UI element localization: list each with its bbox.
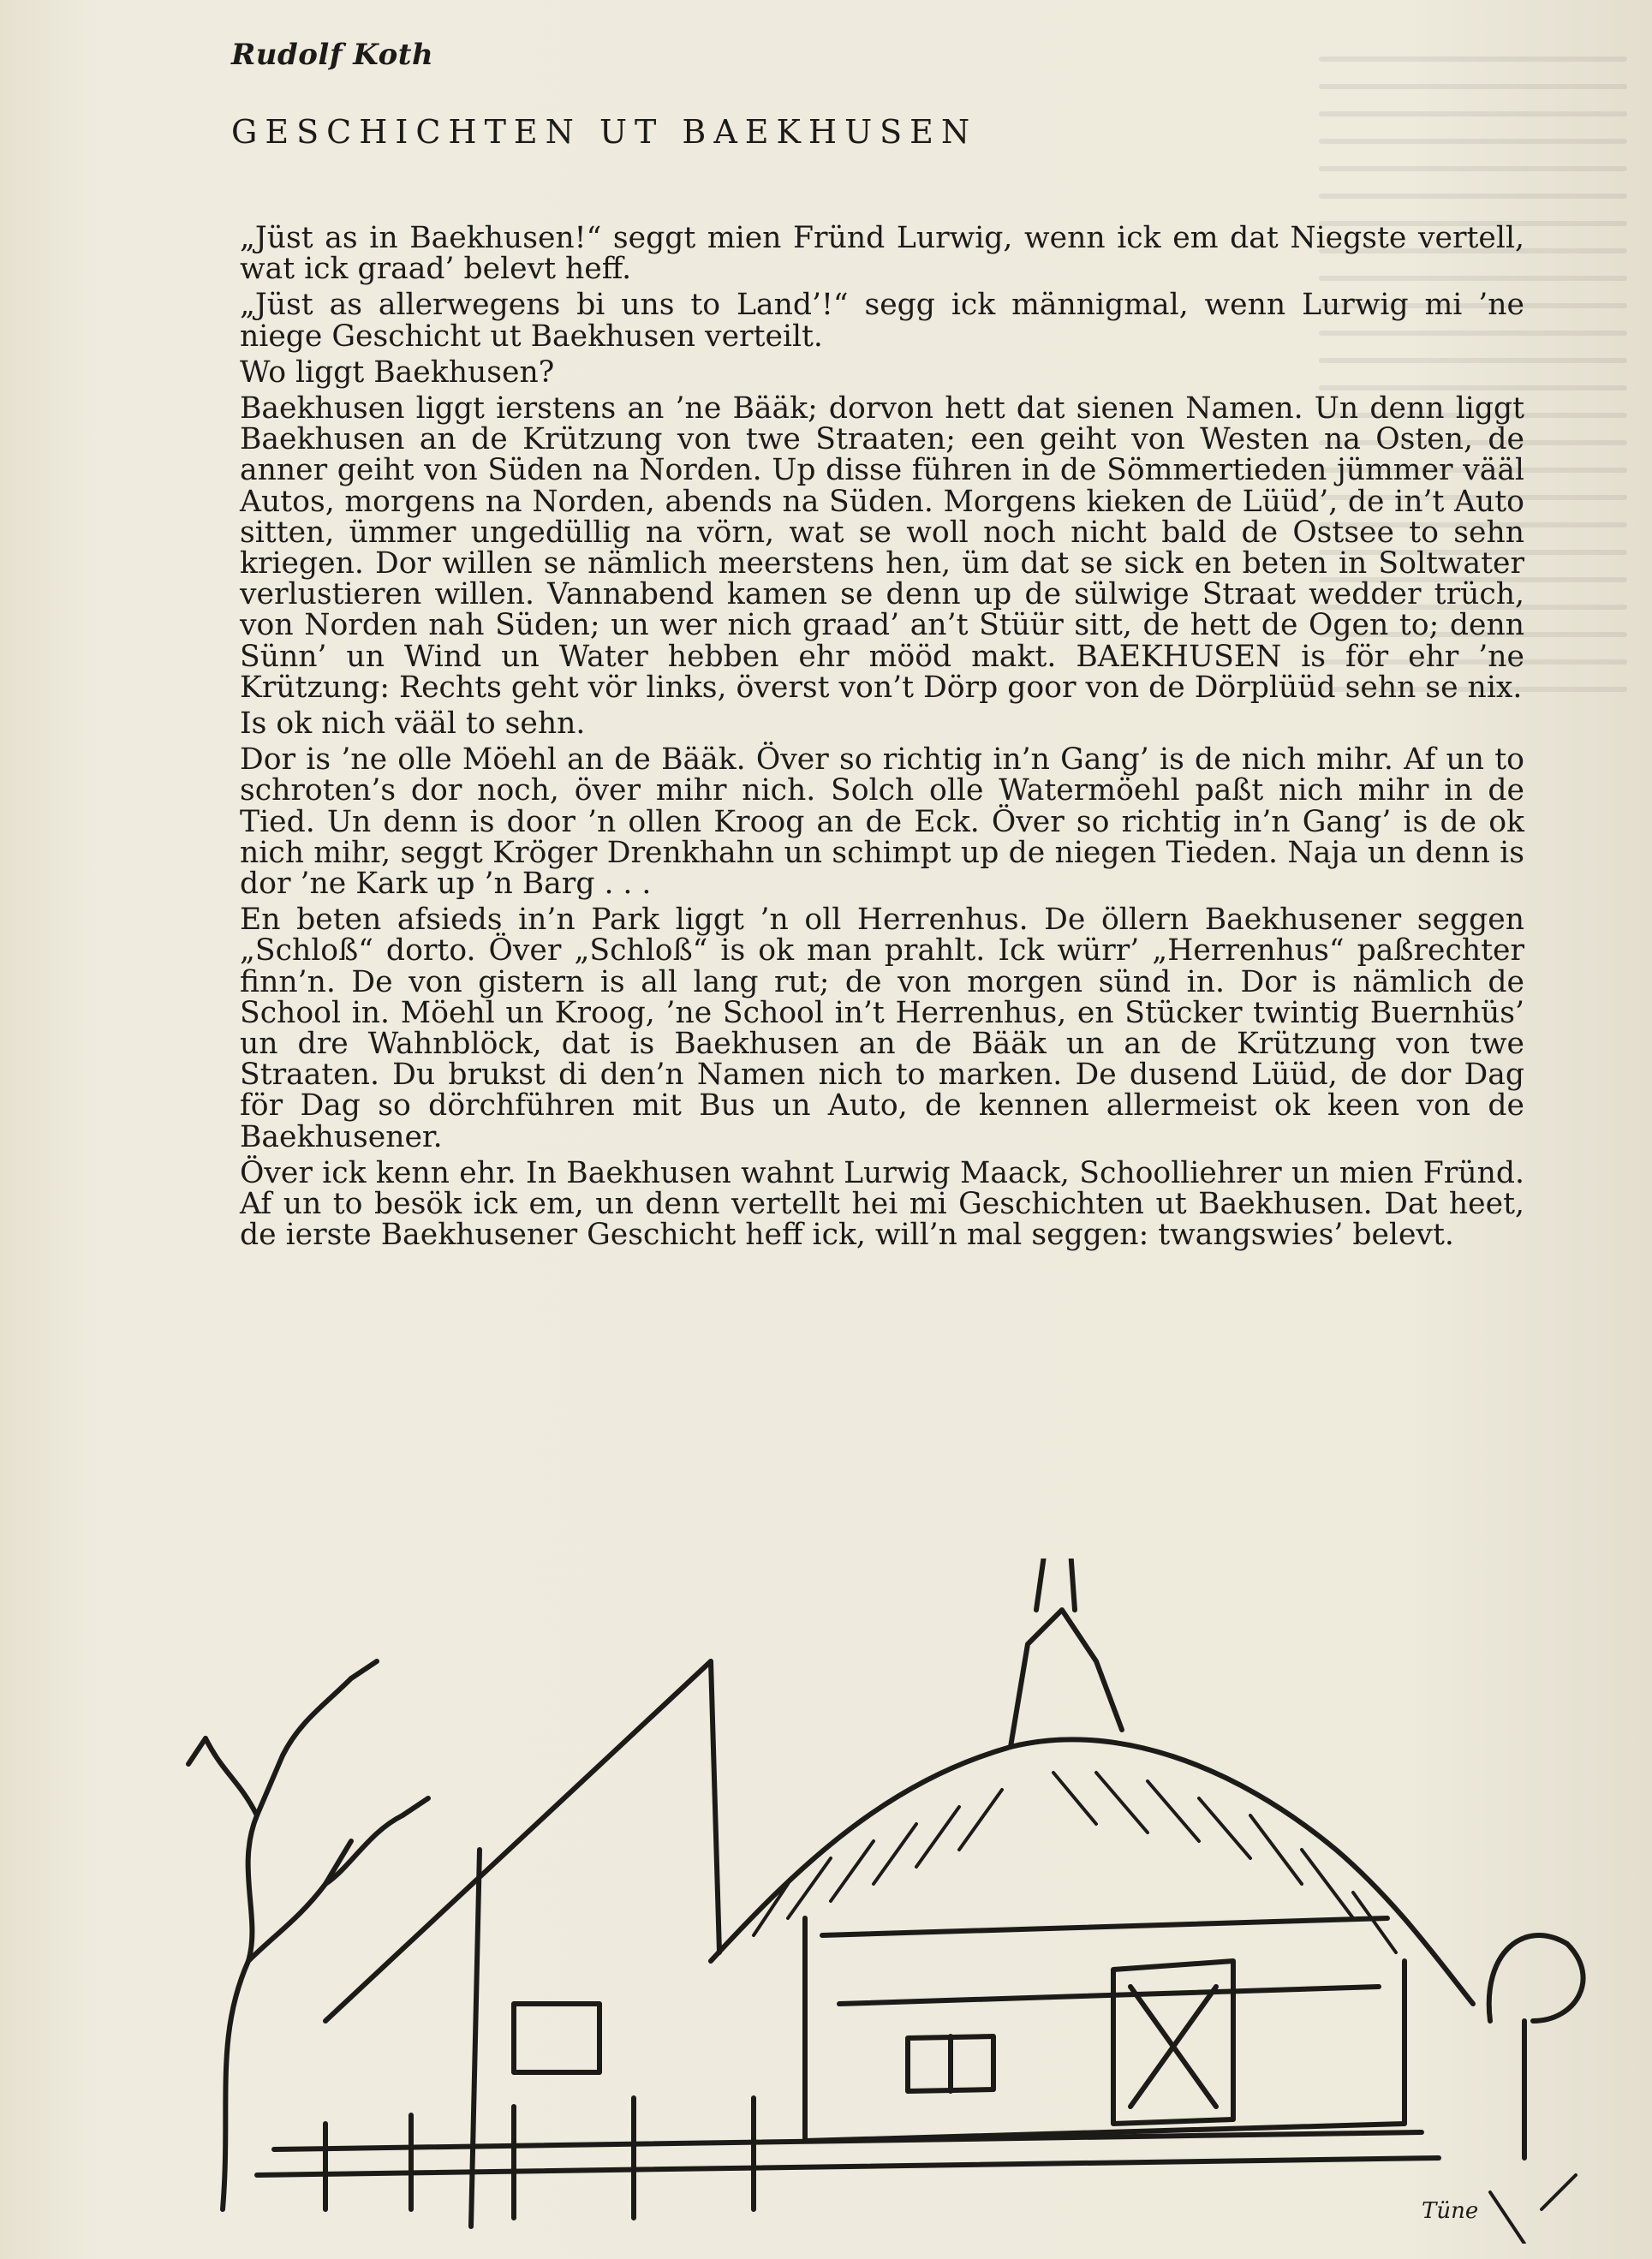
thatched-roof (711, 1739, 1473, 2004)
house-wall (805, 1918, 1404, 2141)
chimney (1036, 1559, 1075, 1610)
story-body (240, 223, 1524, 1251)
paragraph: Wo liggt Baekhusen? (240, 355, 555, 390)
well-pole (325, 1661, 711, 2021)
paragraph: Över ick kenn ehr. In Baekhusen wahnt Lurwig Maack, Schoolliehrer un mien Fründ. Af un to besök ick em, un denn vertellt hei mi Geschichten ut Baekhusen. Dat heet, de ierste Baekhusener Geschicht heff ick, will’n mal seggen: twangswies’ belevt. (240, 1155, 1524, 1253)
village-sketch-illustration (154, 1559, 1593, 2244)
window (908, 2036, 993, 2091)
author-name: Rudolf Koth (231, 38, 434, 72)
tree-trunk (223, 1755, 283, 2209)
paragraph: Dor is ’ne olle Möehl an de Bääk. Över so richtig in’n Gang’ is de nich mihr. Af un to schroten’s dor noch, över mihr nich. Solch olle Watermöehl paßt nich mihr in de Tied. Un denn is door ’n ollen Kroog an de Eck. Över so richtig in’n Gang’ is de ok nich mihr, seggt Kröger Drenkhahn un schimpt up de niegen Tieden. Naja un denn is dor ’ne Kark up ’n Barg . . . (240, 742, 1524, 902)
paragraph: Baekhusen liggt ierstens an ’ne Bääk; dorvon hett dat sienen Namen. Un denn liggt Baekhusen an de Krützung von twe Straaten; een geiht von Westen na Osten, de anner geiht von Süden na Norden. Up disse führen in de Sömmertieden jümmer vääl Autos, morgens na Norden, abends na Süden. Morgens kieken de Lüüd’, de in’t Auto sitten, ümmer ungedüllig na vörn, wat se woll noch nicht bald de Ostsee to sehn kriegen. Dor willen se nämlich meerstens hen, üm dat se sick en beten in Soltwater verlustieren willen. Vannabend kamen se denn up de sülwige Straat wedder trüch, von Norden nah Süden; un wer nich graad’ an’t Stüür sitt, de hett de Ogen to; denn Sünn’ un Wind un Water hebben ehr mööd makt. BAEKHUSEN is för ehr ’ne Krützung: Rechts geht vör links, överst von’t Dörp goor von de Dörplüüd sehn se nix. (240, 391, 1524, 705)
paragraph: „Jüst as in Baekhusen!“ seggt mien Fründ Lurwig, wenn ick em dat Niegste vertell, wat ick graad’ belevt heff. (240, 221, 1524, 287)
story-title: GESCHICHTEN UT BAEKHUSEN (231, 113, 978, 151)
paragraph: „Jüst as allerwegens bi uns to Land’!“ segg ick männigmal, wenn Lurwig mi ’ne niege Geschicht ut Baekhusen verteilt. (240, 288, 1524, 354)
paragraph: Is ok nich vääl to sehn. (240, 706, 586, 742)
paragraph: En beten afsieds in’n Park liggt ’n oll Herrenhus. De öllern Baekhusener seggen „Schloß“ dorto. Över „Schloß“ is ok man prahlt. Ick würr’ „Herrenhus“ paßrechter finn’n. De von gistern is all lang rut; de von morgen sünd in. Dor is nämlich de School in. Möehl un Kroog, ’ne School in’t Herrenhus, en Stücker twintig Buernhüs’ un dre Wahnblöck, dat is Baekhusen an de Bääk un an de Krützung von twe Straaten. Du brukst di den’n Namen nich to marken. De dusend Lüüd, de dor Dag för Dag so dörchführen mit Bus un Auto, de kennen allermeist ok keen von de Baekhusener. (240, 903, 1524, 1154)
artist-signature: Tüne (1422, 2198, 1479, 2224)
small-tree (1489, 1935, 1583, 2158)
